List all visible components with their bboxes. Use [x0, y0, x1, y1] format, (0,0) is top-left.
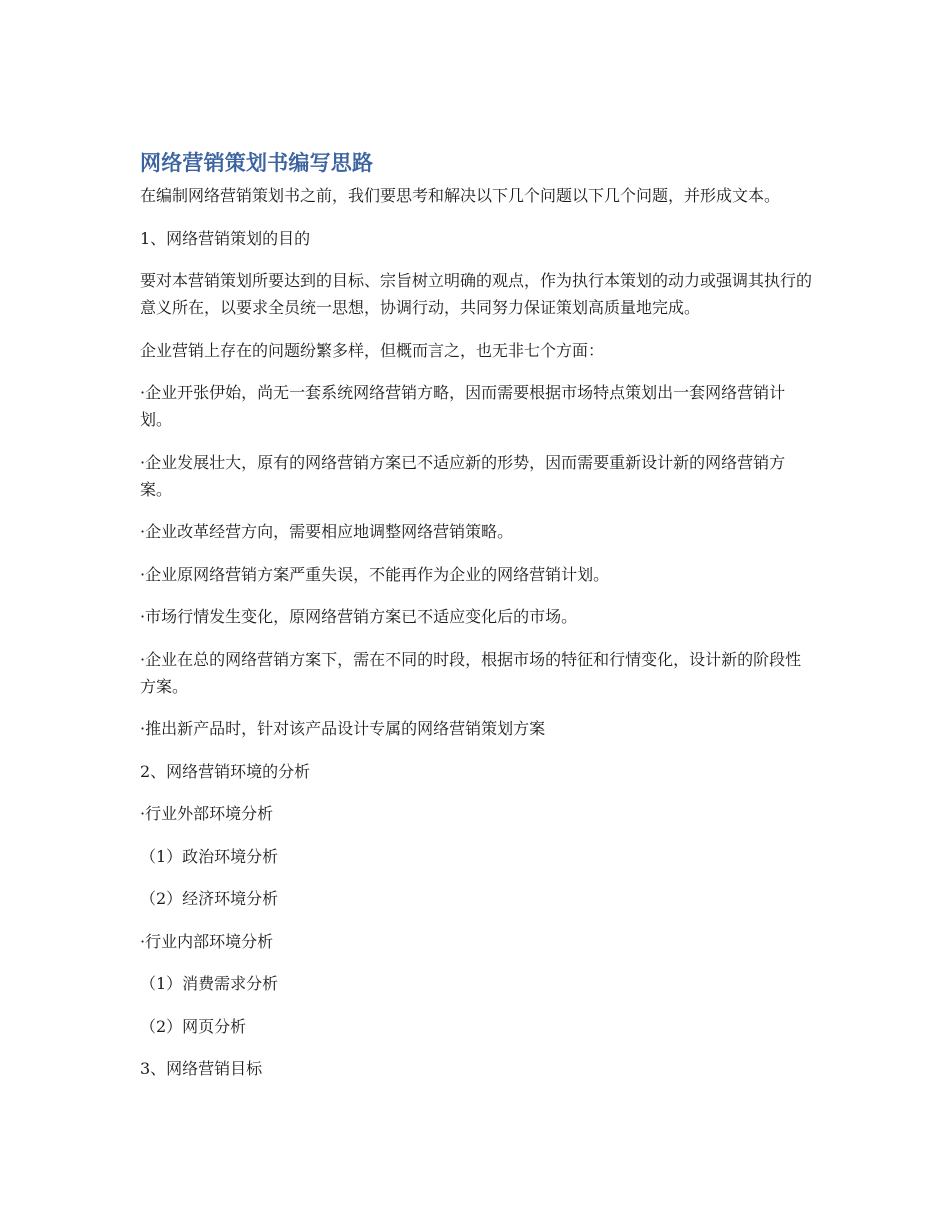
bullet-item: ·行业外部环境分析 [140, 804, 274, 823]
numbered-item: （2）网页分析 [140, 1016, 247, 1036]
document-body [140, 148, 812, 1098]
numbered-item: （2）经济环境分析 [140, 889, 279, 908]
bullet-item: ·企业开张伊始，尚无一套系统网络营销方略，因而需要根据市场特点策划出一套网络营销计划。 [140, 383, 786, 429]
section-heading-purpose: 1、网络营销策划的目的 [140, 228, 311, 248]
intro-paragraph: 在编制网络营销策划书之前，我们要思考和解决以下几个问题以下几个问题，并形成文本。 [140, 186, 781, 205]
purpose-paragraph: 要对本营销策划所要达到的目标、宗旨树立明确的观点，作为执行本策划的动力或强调其执行的意义所在，以要求全员统一思想，协调行动，共同努力保证策划高质量地完成。 [140, 271, 813, 317]
numbered-item: （1）政治环境分析 [140, 846, 279, 866]
bullet-item: ·企业在总的网络营销方案下，需在不同的时段，根据市场的特征和行情变化，设计新的阶段性方案。 [140, 649, 802, 696]
section-heading-environment: 2、网络营销环境的分析 [140, 761, 311, 781]
bullet-item: ·企业改革经营方向，需要相应地调整网络营销策略。 [140, 522, 514, 541]
bullet-item: ·市场行情发生变化，原网络营销方案已不适应变化后的市场。 [140, 607, 578, 626]
bullet-item: ·企业发展壮大，原有的网络营销方案已不适应新的形势，因而需要重新设计新的网络营销方案。 [140, 452, 786, 499]
document-title: 网络营销策划书编写思路 [140, 151, 374, 175]
problems-intro-paragraph: 企业营销上存在的问题纷繁多样，但概而言之，也无非七个方面： [140, 340, 605, 360]
section-heading-goals: 3、网络营销目标 [140, 1059, 263, 1078]
numbered-item: （1）消费需求分析 [140, 974, 279, 993]
bullet-item: ·企业原网络营销方案严重失误，不能再作为企业的网络营销计划。 [140, 564, 610, 584]
bullet-item: ·行业内部环境分析 [140, 931, 274, 951]
bullet-item: ·推出新产品时，针对该产品设计专属的网络营销策划方案 [140, 719, 546, 738]
